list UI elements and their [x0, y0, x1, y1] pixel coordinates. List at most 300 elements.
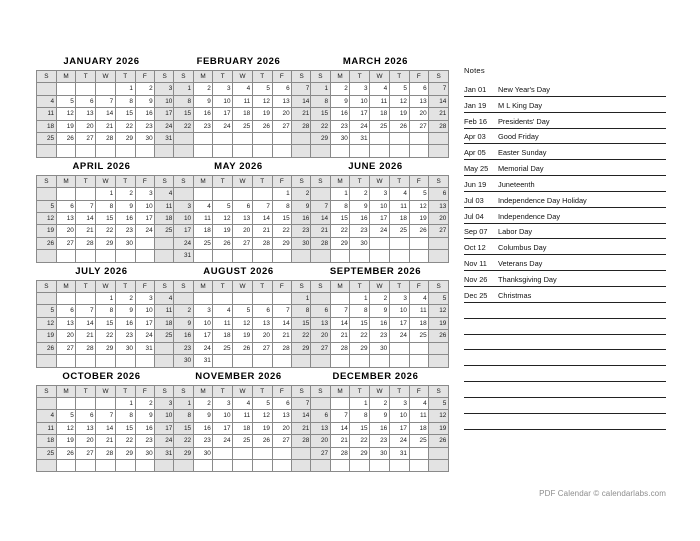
day-cell[interactable]: 8 — [330, 200, 350, 212]
day-cell[interactable]: 23 — [135, 120, 155, 132]
day-cell[interactable]: 20 — [272, 108, 292, 120]
day-cell[interactable]: 27 — [252, 342, 272, 354]
day-cell[interactable]: 3 — [155, 397, 175, 409]
day-cell[interactable]: 12 — [56, 422, 76, 434]
day-cell[interactable]: 1 — [115, 397, 135, 409]
day-cell[interactable]: 4 — [193, 200, 213, 212]
day-cell[interactable]: 29 — [292, 342, 312, 354]
day-cell[interactable]: 11 — [213, 317, 233, 329]
day-cell[interactable]: 10 — [389, 305, 409, 317]
day-cell[interactable]: 6 — [76, 95, 96, 107]
day-cell[interactable]: 4 — [389, 188, 409, 200]
day-cell[interactable]: 24 — [155, 435, 175, 447]
day-cell[interactable]: 15 — [330, 213, 350, 225]
notes-blank-line[interactable] — [464, 398, 666, 414]
day-cell[interactable]: 7 — [76, 200, 96, 212]
day-cell[interactable]: 4 — [233, 83, 253, 95]
day-cell[interactable]: 10 — [389, 410, 409, 422]
day-cell[interactable]: 19 — [213, 225, 233, 237]
day-cell[interactable]: 1 — [350, 293, 370, 305]
day-cell[interactable]: 14 — [272, 317, 292, 329]
day-cell[interactable]: 29 — [350, 447, 370, 459]
day-cell[interactable]: 29 — [311, 133, 331, 145]
day-cell[interactable]: 6 — [252, 305, 272, 317]
day-cell[interactable]: 19 — [389, 108, 409, 120]
day-cell[interactable]: 6 — [272, 83, 292, 95]
day-cell[interactable]: 10 — [213, 95, 233, 107]
day-cell[interactable]: 21 — [311, 225, 331, 237]
day-cell[interactable]: 14 — [96, 422, 116, 434]
day-cell[interactable]: 6 — [429, 188, 449, 200]
day-cell[interactable]: 24 — [135, 225, 155, 237]
day-cell[interactable]: 28 — [292, 435, 312, 447]
day-cell[interactable]: 15 — [292, 317, 312, 329]
day-cell[interactable]: 14 — [96, 108, 116, 120]
day-cell[interactable]: 24 — [370, 225, 390, 237]
day-cell[interactable]: 31 — [174, 250, 194, 262]
day-cell[interactable]: 17 — [193, 330, 213, 342]
day-cell[interactable]: 31 — [155, 447, 175, 459]
day-cell[interactable]: 29 — [115, 447, 135, 459]
day-cell[interactable]: 5 — [252, 397, 272, 409]
day-cell[interactable]: 17 — [174, 225, 194, 237]
day-cell[interactable]: 30 — [135, 447, 155, 459]
day-cell[interactable]: 29 — [350, 342, 370, 354]
day-cell[interactable]: 10 — [213, 410, 233, 422]
day-cell[interactable]: 17 — [213, 422, 233, 434]
day-cell[interactable]: 8 — [292, 305, 312, 317]
day-cell[interactable]: 19 — [252, 108, 272, 120]
day-cell[interactable]: 13 — [272, 95, 292, 107]
day-cell[interactable]: 28 — [96, 133, 116, 145]
day-cell[interactable]: 27 — [76, 133, 96, 145]
day-cell[interactable]: 8 — [115, 95, 135, 107]
day-cell[interactable]: 28 — [96, 447, 116, 459]
day-cell[interactable]: 23 — [370, 330, 390, 342]
day-cell[interactable]: 19 — [429, 422, 449, 434]
day-cell[interactable]: 20 — [56, 330, 76, 342]
day-cell[interactable]: 21 — [429, 108, 449, 120]
day-cell[interactable]: 28 — [76, 237, 96, 249]
day-cell[interactable]: 17 — [135, 317, 155, 329]
day-cell[interactable]: 24 — [213, 435, 233, 447]
day-cell[interactable]: 9 — [115, 200, 135, 212]
day-cell[interactable]: 8 — [96, 200, 116, 212]
day-cell[interactable]: 1 — [272, 188, 292, 200]
day-cell[interactable]: 26 — [389, 120, 409, 132]
day-cell[interactable]: 3 — [174, 200, 194, 212]
day-cell[interactable]: 22 — [174, 435, 194, 447]
day-cell[interactable]: 18 — [213, 330, 233, 342]
day-cell[interactable]: 14 — [429, 95, 449, 107]
day-cell[interactable]: 3 — [135, 188, 155, 200]
day-cell[interactable]: 30 — [135, 133, 155, 145]
day-cell[interactable]: 21 — [76, 330, 96, 342]
day-cell[interactable]: 30 — [330, 133, 350, 145]
day-cell[interactable]: 25 — [37, 447, 57, 459]
day-cell[interactable]: 16 — [135, 422, 155, 434]
day-cell[interactable]: 31 — [155, 133, 175, 145]
notes-blank-line[interactable] — [464, 414, 666, 430]
day-cell[interactable]: 28 — [429, 120, 449, 132]
day-cell[interactable]: 29 — [96, 342, 116, 354]
day-cell[interactable]: 20 — [409, 108, 429, 120]
day-cell[interactable]: 2 — [193, 83, 213, 95]
day-cell[interactable]: 28 — [252, 237, 272, 249]
day-cell[interactable]: 6 — [272, 397, 292, 409]
day-cell[interactable]: 3 — [350, 83, 370, 95]
day-cell[interactable]: 21 — [330, 330, 350, 342]
day-cell[interactable]: 11 — [37, 422, 57, 434]
day-cell[interactable]: 20 — [311, 330, 331, 342]
day-cell[interactable]: 19 — [252, 422, 272, 434]
day-cell[interactable]: 27 — [56, 342, 76, 354]
day-cell[interactable]: 5 — [389, 83, 409, 95]
day-cell[interactable]: 5 — [213, 200, 233, 212]
day-cell[interactable]: 16 — [174, 330, 194, 342]
day-cell[interactable]: 23 — [350, 225, 370, 237]
day-cell[interactable]: 17 — [389, 317, 409, 329]
day-cell[interactable]: 15 — [115, 422, 135, 434]
day-cell[interactable]: 27 — [56, 237, 76, 249]
day-cell[interactable]: 2 — [370, 293, 390, 305]
day-cell[interactable]: 24 — [389, 330, 409, 342]
day-cell[interactable]: 30 — [292, 237, 312, 249]
day-cell[interactable]: 15 — [311, 108, 331, 120]
day-cell[interactable]: 9 — [115, 305, 135, 317]
day-cell[interactable]: 19 — [37, 330, 57, 342]
day-cell[interactable]: 7 — [311, 200, 331, 212]
day-cell[interactable]: 15 — [350, 317, 370, 329]
day-cell[interactable]: 8 — [174, 410, 194, 422]
day-cell[interactable]: 8 — [350, 305, 370, 317]
day-cell[interactable]: 12 — [233, 317, 253, 329]
day-cell[interactable]: 6 — [56, 200, 76, 212]
day-cell[interactable]: 5 — [37, 305, 57, 317]
day-cell[interactable]: 22 — [350, 435, 370, 447]
day-cell[interactable]: 25 — [233, 435, 253, 447]
day-cell[interactable]: 2 — [330, 83, 350, 95]
day-cell[interactable]: 1 — [330, 188, 350, 200]
day-cell[interactable]: 25 — [155, 330, 175, 342]
day-cell[interactable]: 15 — [115, 108, 135, 120]
day-cell[interactable]: 5 — [233, 305, 253, 317]
day-cell[interactable]: 14 — [252, 213, 272, 225]
day-cell[interactable]: 15 — [174, 422, 194, 434]
day-cell[interactable]: 12 — [389, 95, 409, 107]
day-cell[interactable]: 10 — [350, 95, 370, 107]
day-cell[interactable]: 22 — [330, 225, 350, 237]
day-cell[interactable]: 21 — [330, 435, 350, 447]
day-cell[interactable]: 1 — [115, 83, 135, 95]
day-cell[interactable]: 7 — [292, 83, 312, 95]
day-cell[interactable]: 3 — [155, 83, 175, 95]
day-cell[interactable]: 3 — [213, 397, 233, 409]
day-cell[interactable]: 9 — [193, 95, 213, 107]
day-cell[interactable]: 3 — [389, 397, 409, 409]
day-cell[interactable]: 16 — [135, 108, 155, 120]
day-cell[interactable]: 26 — [56, 447, 76, 459]
day-cell[interactable]: 30 — [115, 237, 135, 249]
day-cell[interactable]: 23 — [330, 120, 350, 132]
day-cell[interactable]: 27 — [272, 120, 292, 132]
day-cell[interactable]: 5 — [252, 83, 272, 95]
day-cell[interactable]: 2 — [135, 397, 155, 409]
notes-blank-line[interactable] — [464, 382, 666, 398]
day-cell[interactable]: 15 — [272, 213, 292, 225]
day-cell[interactable]: 5 — [56, 410, 76, 422]
day-cell[interactable]: 3 — [135, 293, 155, 305]
day-cell[interactable]: 18 — [37, 435, 57, 447]
day-cell[interactable]: 6 — [76, 410, 96, 422]
day-cell[interactable]: 16 — [292, 213, 312, 225]
day-cell[interactable]: 7 — [76, 305, 96, 317]
day-cell[interactable]: 2 — [174, 305, 194, 317]
day-cell[interactable]: 7 — [96, 95, 116, 107]
day-cell[interactable]: 16 — [350, 213, 370, 225]
day-cell[interactable]: 28 — [311, 237, 331, 249]
day-cell[interactable]: 22 — [96, 225, 116, 237]
day-cell[interactable]: 17 — [155, 108, 175, 120]
day-cell[interactable]: 4 — [37, 410, 57, 422]
day-cell[interactable]: 4 — [233, 397, 253, 409]
day-cell[interactable]: 29 — [330, 237, 350, 249]
day-cell[interactable]: 1 — [96, 293, 116, 305]
day-cell[interactable]: 11 — [233, 95, 253, 107]
day-cell[interactable]: 19 — [56, 435, 76, 447]
day-cell[interactable]: 13 — [233, 213, 253, 225]
day-cell[interactable]: 9 — [292, 200, 312, 212]
day-cell[interactable]: 23 — [370, 435, 390, 447]
day-cell[interactable]: 13 — [409, 95, 429, 107]
day-cell[interactable]: 9 — [370, 410, 390, 422]
day-cell[interactable]: 19 — [56, 120, 76, 132]
day-cell[interactable]: 13 — [311, 317, 331, 329]
day-cell[interactable]: 28 — [76, 342, 96, 354]
day-cell[interactable]: 16 — [193, 108, 213, 120]
day-cell[interactable]: 5 — [37, 200, 57, 212]
day-cell[interactable]: 28 — [330, 342, 350, 354]
day-cell[interactable]: 20 — [429, 213, 449, 225]
day-cell[interactable]: 9 — [193, 410, 213, 422]
day-cell[interactable]: 11 — [409, 410, 429, 422]
day-cell[interactable]: 20 — [76, 120, 96, 132]
day-cell[interactable]: 16 — [115, 317, 135, 329]
day-cell[interactable]: 13 — [311, 422, 331, 434]
day-cell[interactable]: 1 — [350, 397, 370, 409]
day-cell[interactable]: 27 — [233, 237, 253, 249]
day-cell[interactable]: 29 — [272, 237, 292, 249]
day-cell[interactable]: 29 — [115, 133, 135, 145]
day-cell[interactable]: 9 — [350, 200, 370, 212]
day-cell[interactable]: 12 — [252, 410, 272, 422]
day-cell[interactable]: 4 — [155, 188, 175, 200]
notes-blank-line[interactable] — [464, 319, 666, 335]
day-cell[interactable]: 7 — [292, 397, 312, 409]
day-cell[interactable]: 11 — [37, 108, 57, 120]
day-cell[interactable]: 9 — [174, 317, 194, 329]
day-cell[interactable]: 12 — [252, 95, 272, 107]
day-cell[interactable]: 16 — [193, 422, 213, 434]
day-cell[interactable]: 9 — [135, 410, 155, 422]
notes-blank-line[interactable] — [464, 303, 666, 319]
day-cell[interactable]: 11 — [155, 200, 175, 212]
day-cell[interactable]: 3 — [213, 83, 233, 95]
day-cell[interactable]: 26 — [429, 435, 449, 447]
day-cell[interactable]: 2 — [135, 83, 155, 95]
day-cell[interactable]: 14 — [330, 422, 350, 434]
day-cell[interactable]: 21 — [96, 435, 116, 447]
day-cell[interactable]: 9 — [135, 95, 155, 107]
day-cell[interactable]: 24 — [174, 237, 194, 249]
day-cell[interactable]: 23 — [115, 330, 135, 342]
day-cell[interactable]: 11 — [155, 305, 175, 317]
day-cell[interactable]: 10 — [135, 305, 155, 317]
day-cell[interactable]: 20 — [233, 225, 253, 237]
day-cell[interactable]: 20 — [56, 225, 76, 237]
day-cell[interactable]: 11 — [370, 95, 390, 107]
day-cell[interactable]: 3 — [193, 305, 213, 317]
day-cell[interactable]: 16 — [370, 317, 390, 329]
day-cell[interactable]: 14 — [292, 95, 312, 107]
day-cell[interactable]: 22 — [272, 225, 292, 237]
day-cell[interactable]: 25 — [389, 225, 409, 237]
day-cell[interactable]: 6 — [311, 305, 331, 317]
day-cell[interactable]: 7 — [330, 410, 350, 422]
day-cell[interactable]: 23 — [174, 342, 194, 354]
day-cell[interactable]: 1 — [96, 188, 116, 200]
day-cell[interactable]: 24 — [389, 435, 409, 447]
day-cell[interactable]: 4 — [370, 83, 390, 95]
day-cell[interactable]: 25 — [233, 120, 253, 132]
day-cell[interactable]: 19 — [409, 213, 429, 225]
day-cell[interactable]: 26 — [409, 225, 429, 237]
day-cell[interactable]: 2 — [370, 397, 390, 409]
day-cell[interactable]: 2 — [292, 188, 312, 200]
day-cell[interactable]: 11 — [409, 305, 429, 317]
day-cell[interactable]: 17 — [350, 108, 370, 120]
day-cell[interactable]: 22 — [292, 330, 312, 342]
day-cell[interactable]: 13 — [272, 410, 292, 422]
day-cell[interactable]: 15 — [96, 213, 116, 225]
day-cell[interactable]: 14 — [330, 317, 350, 329]
day-cell[interactable]: 8 — [350, 410, 370, 422]
day-cell[interactable]: 24 — [155, 120, 175, 132]
day-cell[interactable]: 25 — [409, 435, 429, 447]
day-cell[interactable]: 10 — [135, 200, 155, 212]
day-cell[interactable]: 16 — [370, 422, 390, 434]
day-cell[interactable]: 21 — [292, 422, 312, 434]
day-cell[interactable]: 13 — [429, 200, 449, 212]
day-cell[interactable]: 13 — [76, 108, 96, 120]
day-cell[interactable]: 31 — [135, 342, 155, 354]
day-cell[interactable]: 31 — [193, 355, 213, 367]
day-cell[interactable]: 25 — [409, 330, 429, 342]
day-cell[interactable]: 28 — [292, 120, 312, 132]
day-cell[interactable]: 27 — [311, 342, 331, 354]
day-cell[interactable]: 24 — [135, 330, 155, 342]
day-cell[interactable]: 2 — [115, 293, 135, 305]
day-cell[interactable]: 18 — [409, 422, 429, 434]
day-cell[interactable]: 26 — [37, 342, 57, 354]
day-cell[interactable]: 24 — [193, 342, 213, 354]
day-cell[interactable]: 6 — [409, 83, 429, 95]
day-cell[interactable]: 2 — [115, 188, 135, 200]
day-cell[interactable]: 2 — [193, 397, 213, 409]
day-cell[interactable]: 17 — [213, 108, 233, 120]
day-cell[interactable]: 31 — [389, 447, 409, 459]
day-cell[interactable]: 12 — [213, 213, 233, 225]
day-cell[interactable]: 9 — [330, 95, 350, 107]
day-cell[interactable]: 30 — [115, 342, 135, 354]
day-cell[interactable]: 14 — [76, 213, 96, 225]
day-cell[interactable]: 24 — [350, 120, 370, 132]
day-cell[interactable]: 20 — [252, 330, 272, 342]
day-cell[interactable]: 5 — [429, 293, 449, 305]
day-cell[interactable]: 7 — [330, 305, 350, 317]
day-cell[interactable]: 7 — [429, 83, 449, 95]
day-cell[interactable]: 4 — [409, 397, 429, 409]
day-cell[interactable]: 7 — [96, 410, 116, 422]
day-cell[interactable]: 22 — [174, 120, 194, 132]
day-cell[interactable]: 6 — [233, 200, 253, 212]
day-cell[interactable]: 21 — [76, 225, 96, 237]
day-cell[interactable]: 1 — [174, 83, 194, 95]
day-cell[interactable]: 20 — [272, 422, 292, 434]
day-cell[interactable]: 9 — [370, 305, 390, 317]
day-cell[interactable]: 5 — [409, 188, 429, 200]
day-cell[interactable]: 21 — [292, 108, 312, 120]
day-cell[interactable]: 15 — [174, 108, 194, 120]
day-cell[interactable]: 19 — [233, 330, 253, 342]
day-cell[interactable]: 13 — [76, 422, 96, 434]
day-cell[interactable]: 26 — [56, 133, 76, 145]
day-cell[interactable]: 30 — [370, 342, 390, 354]
day-cell[interactable]: 12 — [429, 410, 449, 422]
day-cell[interactable]: 10 — [155, 410, 175, 422]
day-cell[interactable]: 25 — [37, 133, 57, 145]
day-cell[interactable]: 17 — [135, 213, 155, 225]
day-cell[interactable]: 21 — [272, 330, 292, 342]
day-cell[interactable]: 31 — [350, 133, 370, 145]
day-cell[interactable]: 28 — [330, 447, 350, 459]
day-cell[interactable]: 1 — [174, 397, 194, 409]
day-cell[interactable]: 4 — [213, 305, 233, 317]
day-cell[interactable]: 5 — [56, 95, 76, 107]
day-cell[interactable]: 27 — [76, 447, 96, 459]
day-cell[interactable]: 13 — [252, 317, 272, 329]
day-cell[interactable]: 3 — [370, 188, 390, 200]
day-cell[interactable]: 25 — [213, 342, 233, 354]
day-cell[interactable]: 24 — [213, 120, 233, 132]
day-cell[interactable]: 20 — [311, 435, 331, 447]
day-cell[interactable]: 17 — [370, 213, 390, 225]
day-cell[interactable]: 4 — [37, 95, 57, 107]
day-cell[interactable]: 14 — [292, 410, 312, 422]
day-cell[interactable]: 27 — [311, 447, 331, 459]
day-cell[interactable]: 18 — [370, 108, 390, 120]
day-cell[interactable]: 27 — [429, 225, 449, 237]
day-cell[interactable]: 22 — [115, 435, 135, 447]
day-cell[interactable]: 15 — [96, 317, 116, 329]
day-cell[interactable]: 20 — [76, 435, 96, 447]
day-cell[interactable]: 30 — [350, 237, 370, 249]
day-cell[interactable]: 12 — [56, 108, 76, 120]
day-cell[interactable]: 23 — [193, 120, 213, 132]
day-cell[interactable]: 18 — [155, 213, 175, 225]
day-cell[interactable]: 13 — [56, 317, 76, 329]
day-cell[interactable]: 23 — [292, 225, 312, 237]
